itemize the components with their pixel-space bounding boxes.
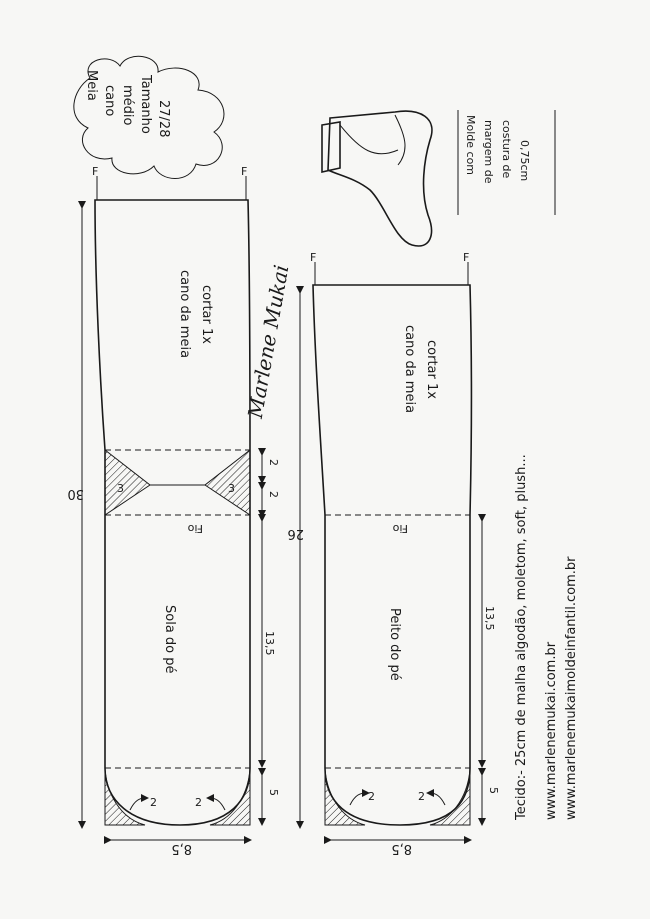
side-text xyxy=(514,454,579,821)
margin-note-line-4: 0,75cm xyxy=(518,140,531,182)
left-top-label-2: cortar 1x xyxy=(199,285,214,344)
left-gusset-3a: 3 xyxy=(117,482,124,495)
left-measure-13-5: 13,5 xyxy=(263,631,276,656)
right-height-total: 26 xyxy=(287,526,304,541)
fabric-note: Tecido:- 25cm de malha algodão, moletom, soft, plush... xyxy=(514,454,529,820)
sock-illustration xyxy=(322,111,432,246)
website-url-1: www.marlenemukai.com.br xyxy=(544,641,559,820)
left-fio-label: Fio xyxy=(187,522,203,535)
right-bottom-label: Peito do pé xyxy=(387,608,402,681)
left-width: 8,5 xyxy=(171,841,192,856)
right-toe-2a: 2 xyxy=(368,790,375,803)
website-url-2: www.marlenemukaimoldeinfantil.com.br xyxy=(564,556,579,820)
margin-note-line-3: costura de xyxy=(500,120,513,179)
left-gusset-3b: 3 xyxy=(228,482,235,495)
right-fio-label: Fio xyxy=(392,522,408,535)
right-width: 8,5 xyxy=(391,841,412,856)
left-height-total: 30 xyxy=(67,486,84,501)
right-top-label-1: cano da meia xyxy=(402,325,417,414)
title-line-3: médio xyxy=(120,85,135,126)
left-measure-5: 5 xyxy=(267,789,280,796)
margin-note xyxy=(458,110,555,215)
right-top-label-2: cortar 1x xyxy=(424,340,439,399)
left-fold-marker-right: F xyxy=(241,165,248,178)
right-measure-5: 5 xyxy=(487,787,500,794)
left-fold-marker-left: F xyxy=(92,165,99,178)
right-toe-2b: 2 xyxy=(418,790,425,803)
left-toe-2a: 2 xyxy=(150,796,157,809)
left-pattern-piece xyxy=(67,165,280,856)
left-top-label-1: cano da meia xyxy=(177,270,192,359)
left-bottom-label: Sola do pé xyxy=(162,605,177,674)
title-line-1: Meia xyxy=(84,70,99,101)
title-line-2: cano xyxy=(102,85,117,117)
right-fold-marker-right: F xyxy=(463,251,470,264)
right-pattern-piece xyxy=(287,251,500,856)
svg-text:Marlene Mukai: Marlene Mukai xyxy=(242,263,294,420)
margin-note-line-1: Molde com xyxy=(464,115,477,176)
left-measure-2a: 2 xyxy=(267,459,280,466)
left-measure-2b: 2 xyxy=(267,491,280,498)
right-fold-marker-left: F xyxy=(310,251,317,264)
margin-note-line-2: margem de xyxy=(482,120,495,184)
left-toe-2b: 2 xyxy=(195,796,202,809)
title-cloud xyxy=(74,56,224,178)
title-line-5: 27/28 xyxy=(156,100,171,138)
title-line-4: Tamanho xyxy=(138,75,153,134)
right-measure-13-5: 13,5 xyxy=(483,606,496,631)
